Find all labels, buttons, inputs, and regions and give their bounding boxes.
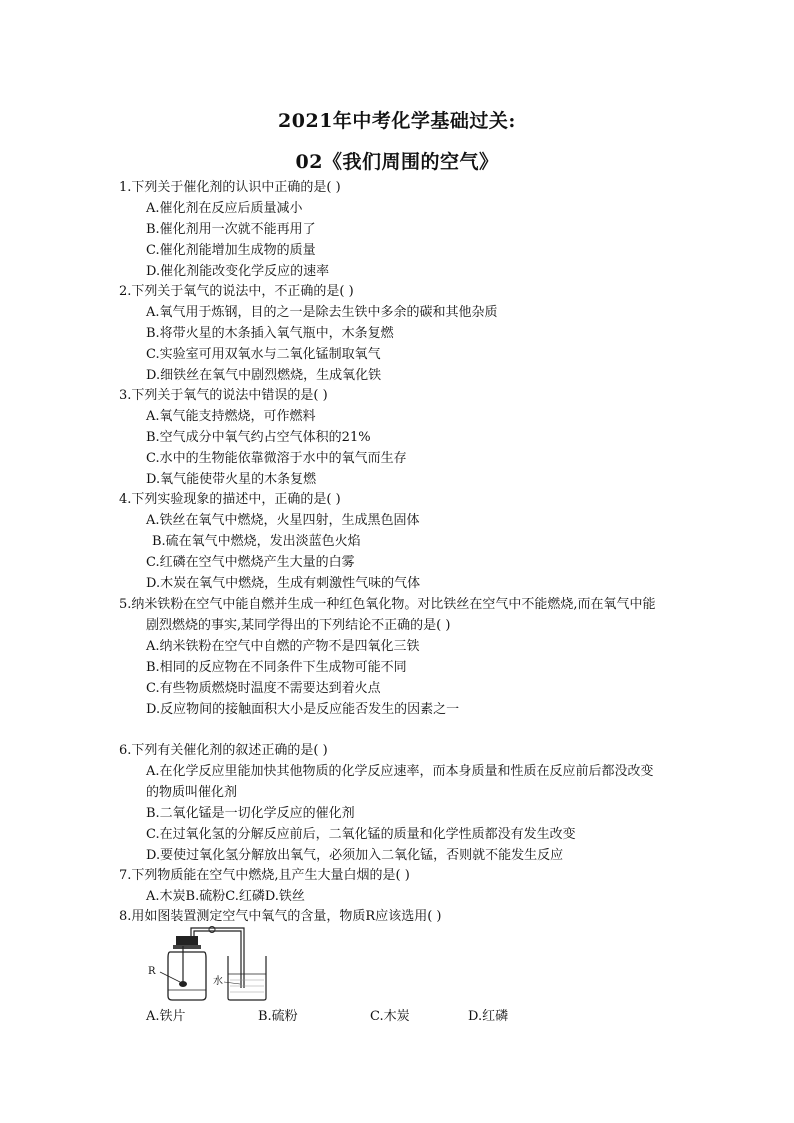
question-3-option-c: C.水中的生物能依靠微溶于水中的氧气而生存 — [146, 451, 407, 466]
question-6-option-a: A.在化学反应里能加快其他物质的化学反应速率，而本身质量和性质在反应前后都没改变 — [146, 764, 654, 779]
question-5-option-a: A.纳米铁粉在空气中自燃的产物不是四氧化三铁 — [146, 639, 420, 654]
question-4-option-d: D.木炭在氧气中燃烧，生成有刺激性气味的气体 — [146, 576, 421, 591]
question-2-option-d: D.细铁丝在氧气中剧烈燃烧，生成氧化铁 — [146, 368, 382, 383]
question-5-option-b: B.相同的反应物在不同条件下生成物可能不同 — [146, 660, 407, 675]
question-3-stem: 3.下列关于氧气的说法中错误的是( ) — [119, 388, 328, 403]
beaker — [228, 956, 266, 1000]
question-2-stem: 2.下列关于氧气的说法中，不正确的是( ) — [119, 284, 354, 299]
question-8-option-c: C.木炭 — [370, 1009, 410, 1024]
question-7-stem: 7.下列物质能在空气中燃烧,且产生大量白烟的是( ) — [119, 868, 410, 883]
question-8-option-d: D.红磷 — [468, 1009, 509, 1024]
question-6-option-c: C.在过氧化氢的分解反应前后，二氧化锰的质量和化学性质都没有发生改变 — [146, 827, 576, 842]
stopper — [176, 936, 198, 946]
question-4-option-b: B.硫在氧气中燃烧，发出淡蓝色火焰 — [152, 534, 361, 549]
question-5-option-d: D.反应物间的接触面积大小是反应能否发生的因素之一 — [146, 702, 460, 717]
question-6-option-a-continued: 的物质叫催化剂 — [146, 785, 238, 800]
question-2-option-a: A.氧气用于炼钢，目的之一是除去生铁中多余的碳和其他杂质 — [146, 305, 498, 320]
question-8-option-a: A.铁片 — [146, 1009, 186, 1024]
label-r: R — [148, 966, 156, 977]
question-3-option-b: B.空气成分中氧气约占空气体积的21% — [146, 430, 371, 445]
question-7-options: A.木炭B.硫粉C.红磷D.铁丝 — [146, 889, 305, 904]
question-4-option-a: A.铁丝在氧气中燃烧，火星四射，生成黑色固体 — [146, 513, 420, 528]
question-5-stem: 5.纳米铁粉在空气中能自燃并生成一种红色氧化物。对比铁丝在空气中不能燃烧,而在氧气中能 — [119, 597, 656, 612]
label-water: 水 — [213, 976, 223, 987]
question-6-option-b: B.二氧化锰是一切化学反应的催化剂 — [146, 806, 355, 821]
document-subtitle: 02《我们周围的空气》 — [295, 151, 499, 173]
question-2-option-b: B.将带火星的木条插入氧气瓶中，木条复燃 — [146, 326, 394, 341]
question-3-option-a: A.氧气能支持燃烧，可作燃料 — [146, 409, 316, 424]
question-1-stem: 1.下列关于催化剂的认识中正确的是( ) — [119, 180, 341, 195]
question-1-option-a: A.催化剂在反应后质量减小 — [146, 201, 303, 216]
apparatus-figure — [140, 924, 280, 1004]
combustion-spoon — [179, 981, 187, 987]
question-6-stem: 6.下列有关催化剂的叙述正确的是( ) — [119, 743, 328, 758]
question-1-option-c: C.催化剂能增加生成物的质量 — [146, 243, 316, 258]
question-8-option-b: B.硫粉 — [258, 1009, 298, 1024]
question-1-option-d: D.催化剂能改变化学反应的速率 — [146, 264, 330, 279]
question-2-option-c: C.实验室可用双氧水与二氧化锰制取氧气 — [146, 347, 381, 362]
question-5-option-c: C.有些物质燃烧时温度不需要达到着火点 — [146, 681, 381, 696]
document-title: 2021年中考化学基础过关: — [278, 110, 516, 132]
question-4-stem: 4.下列实验现象的描述中，正确的是( ) — [119, 492, 341, 507]
question-1-option-b: B.催化剂用一次就不能再用了 — [146, 222, 316, 237]
question-3-option-d: D.氧气能使带火星的木条复燃 — [146, 472, 317, 487]
question-6-option-d: D.要使过氧化氢分解放出氧气，必须加入二氧化锰，否则就不能发生反应 — [146, 848, 564, 863]
gas-bottle — [168, 952, 206, 1000]
question-8-stem: 8.用如图装置测定空气中氧气的含量，物质R应该选用( ) — [119, 909, 442, 924]
question-4-option-c: C.红磷在空气中燃烧产生大量的白雾 — [146, 555, 355, 570]
question-5-stem-continued: 剧烈燃烧的事实,某同学得出的下列结论不正确的是( ) — [146, 618, 451, 633]
